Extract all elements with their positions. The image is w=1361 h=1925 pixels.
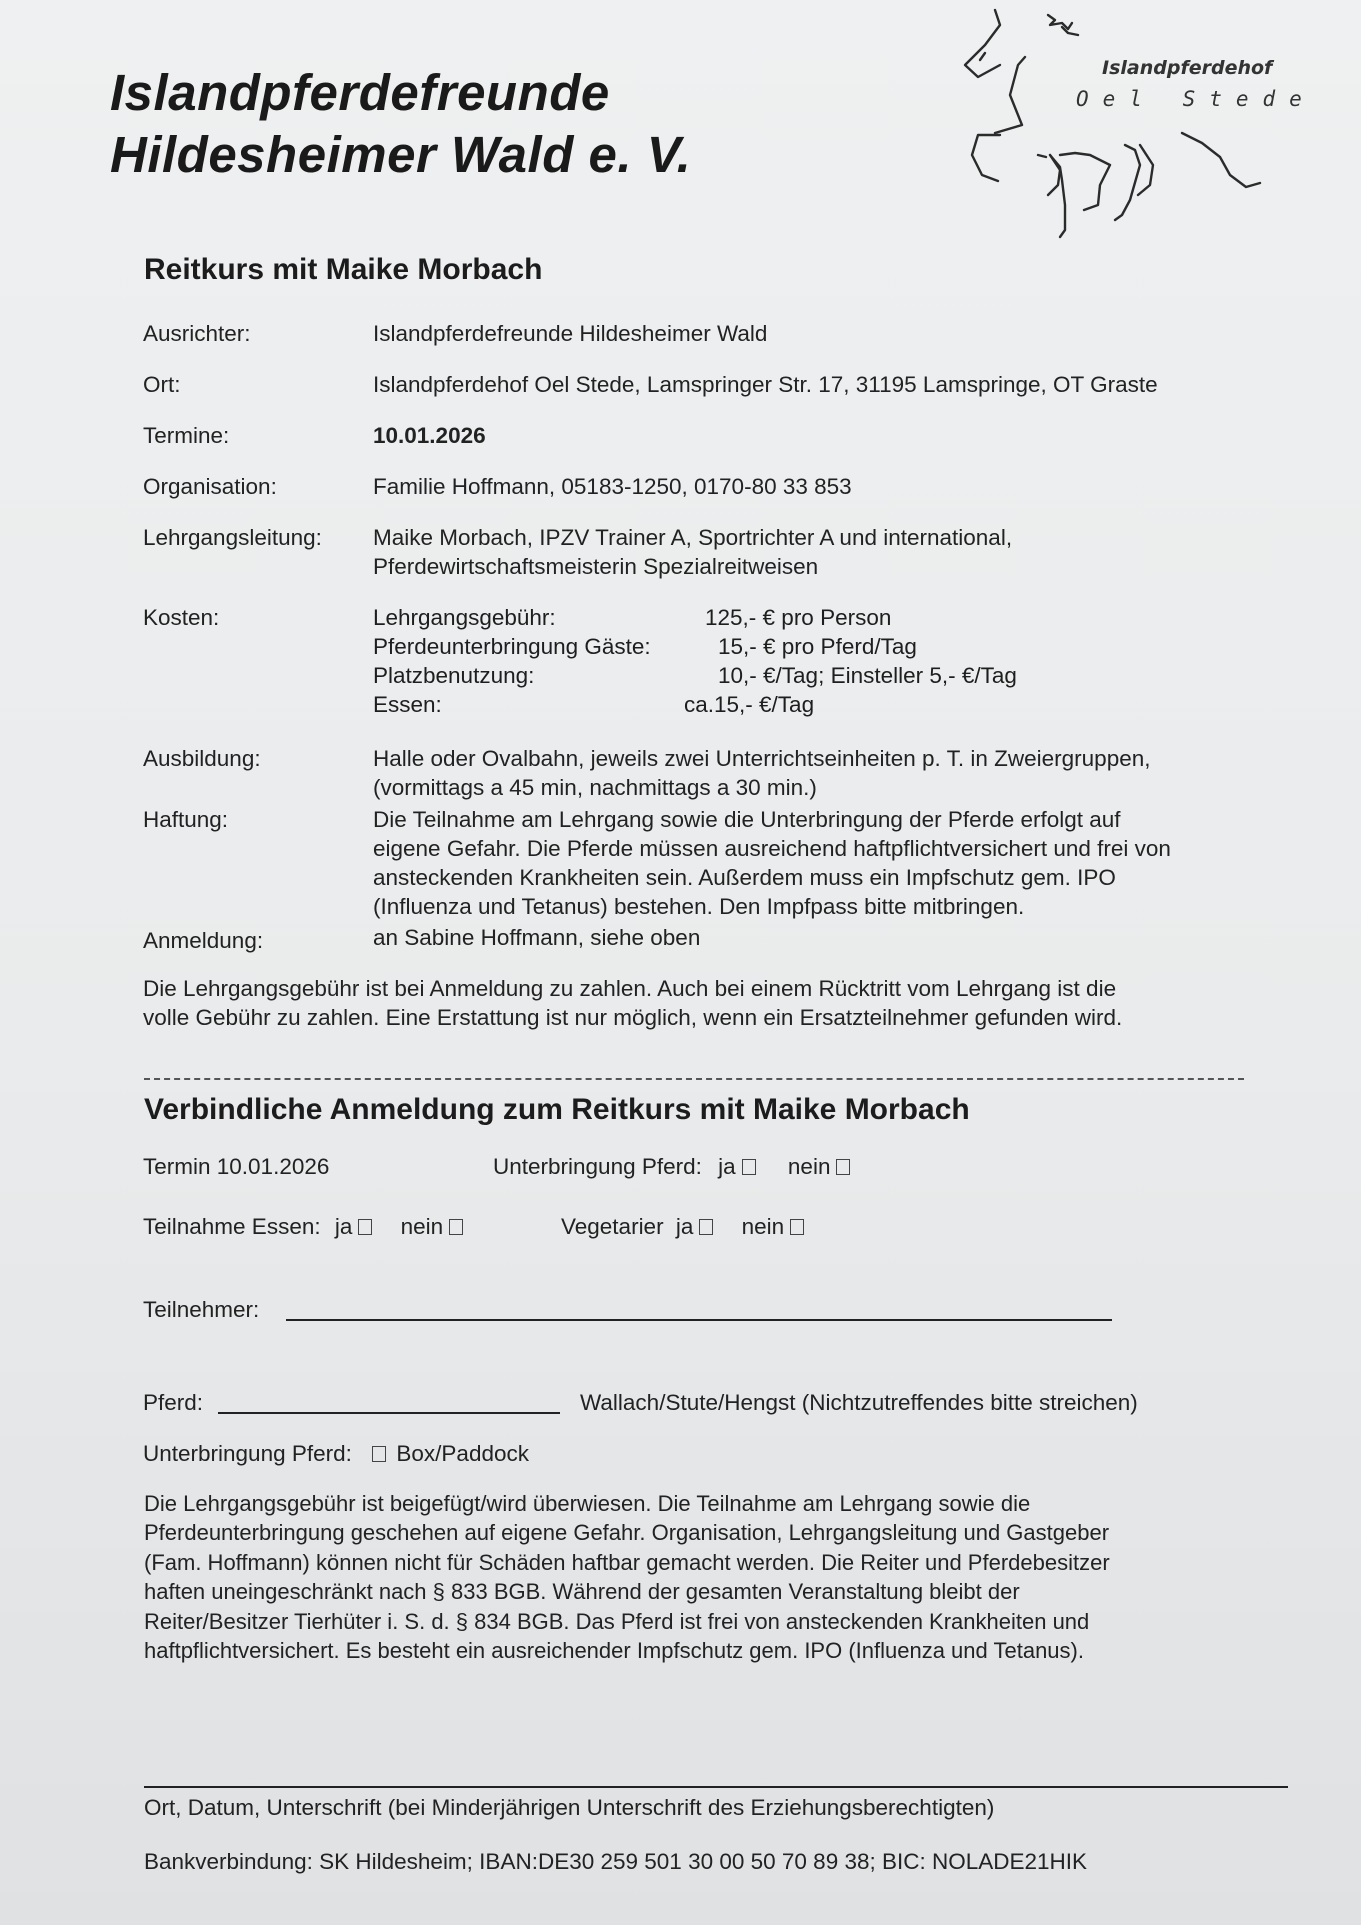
org-title-line2: Hildesheimer Wald e. V. xyxy=(110,126,692,183)
teilnehmer-label: Teilnehmer: xyxy=(143,1297,260,1322)
logo-text-hof: Islandpferdehof xyxy=(1102,57,1273,79)
unterbringung-ja-checkbox[interactable] xyxy=(742,1159,756,1175)
value-organisation: Familie Hoffmann, 05183-1250, 0170-80 33 853 xyxy=(373,474,852,499)
value-haftung-line1: Die Teilnahme am Lehrgang sowie die Unterbringung der Pferde erfolgt auf xyxy=(373,807,1121,832)
organization-title xyxy=(110,62,691,186)
unterbringung-label: Unterbringung Pferd: xyxy=(493,1154,702,1179)
payment-note-line2: volle Gebühr zu zahlen. Eine Erstattung ist nur möglich, wenn ein Ersatzteilnehmer gefunden wird. xyxy=(143,1005,1123,1030)
disclaimer-line5: Reiter/Besitzer Tierhüter i. S. d. § 834 BGB. Das Pferd ist frei von ansteckenden Krankheiten und xyxy=(144,1609,1090,1634)
box-unterbringung-label: Unterbringung Pferd: xyxy=(143,1441,352,1466)
form-title: Verbindliche Anmeldung zum Reitkurs mit Maike Morbach xyxy=(144,1093,970,1126)
cost-name-essen: Essen: xyxy=(373,692,442,717)
value-haftung-line3: ansteckenden Krankheiten sein. Außerdem muss ein Impfschutz gem. IPO xyxy=(373,865,1116,890)
cost-price-gebuehr: 125,- € pro Person xyxy=(705,605,892,630)
course-title: Reitkurs mit Maike Morbach xyxy=(144,253,543,286)
teilnehmer-input-line[interactable] xyxy=(286,1319,1112,1321)
label-anmeldung: Anmeldung: xyxy=(143,928,264,953)
essen-ja-checkbox[interactable] xyxy=(358,1219,372,1235)
unterbringung-ja-label: ja xyxy=(718,1154,736,1179)
cost-name-unterbringung: Pferdeunterbringung Gäste: xyxy=(373,634,651,659)
essen-ja-label: ja xyxy=(334,1214,353,1239)
pferd-label: Pferd: xyxy=(143,1390,204,1415)
logo-text-oel-stede: Oel Stede xyxy=(1076,87,1316,111)
disclaimer-line3: (Fam. Hoffmann) können nicht für Schäden haftbar gemacht werden. Die Reiter und Pferdebesitzer xyxy=(144,1550,1110,1575)
label-haftung: Haftung: xyxy=(143,807,229,832)
vegetarier-ja-label: ja xyxy=(675,1214,694,1239)
disclaimer-line2: Pferdeunterbringung geschehen auf eigene Gefahr. Organisation, Lehrgangsleitung und Gastgeber xyxy=(144,1520,1110,1545)
org-title-line1: Islandpferdefreunde xyxy=(110,64,610,121)
value-ausbildung-line2: (vormittags a 45 min, nachmittags a 30 min.) xyxy=(373,775,817,800)
vegetarier-question xyxy=(561,1212,808,1241)
value-ausbildung-line1: Halle oder Ovalbahn, jeweils zwei Unterrichtseinheiten p. T. in Zweiergruppen, xyxy=(373,746,1151,771)
cost-name-platz: Platzbenutzung: xyxy=(373,663,535,688)
form-termin: Termin 10.01.2026 xyxy=(143,1154,330,1179)
bank-details: Bankverbindung: SK Hildesheim; IBAN:DE30 259 501 30 00 50 70 89 38; BIC: NOLADE21HIK xyxy=(144,1849,1088,1874)
label-kosten: Kosten: xyxy=(143,605,220,630)
label-termine: Termine: xyxy=(143,423,230,448)
value-leitung-line2: Pferdewirtschaftsmeisterin Spezialreitweisen xyxy=(373,554,819,579)
signature-line[interactable] xyxy=(144,1786,1288,1788)
label-ort: Ort: xyxy=(143,372,181,397)
cost-price-essen: ca.15,- €/Tag xyxy=(684,692,815,717)
cost-name-gebuehr: Lehrgangsgebühr: xyxy=(373,605,556,630)
disclaimer-line6: haftpflichtversichert. Es besteht ein ausreichender Impfschutz gem. IPO (Influenza und Tetanus). xyxy=(144,1638,1084,1663)
label-ausrichter: Ausrichter: xyxy=(143,321,251,346)
unterbringung-nein-checkbox[interactable] xyxy=(836,1159,850,1175)
box-paddock-label: Box/Paddock xyxy=(396,1441,529,1466)
label-organisation: Organisation: xyxy=(143,474,277,499)
box-question xyxy=(143,1439,529,1468)
label-lehrgangsleitung: Lehrgangsleitung: xyxy=(143,525,322,550)
disclaimer-line4: haften uneingeschränkt nach § 833 BGB. Während der gesamten Veranstaltung bleibt der xyxy=(144,1579,1020,1604)
cost-price-platz: 10,- €/Tag; Einsteller 5,- €/Tag xyxy=(718,663,1017,688)
cut-line xyxy=(144,1078,1244,1080)
essen-label: Teilnahme Essen: xyxy=(143,1214,321,1239)
pferd-input-line[interactable] xyxy=(218,1412,560,1414)
essen-nein-label: nein xyxy=(400,1214,444,1239)
essen-question xyxy=(143,1212,467,1241)
value-termine: 10.01.2026 xyxy=(373,423,486,448)
logo xyxy=(950,5,1340,245)
value-haftung-line4: (Influenza und Tetanus) bestehen. Den Impfpass bitte mitbringen. xyxy=(373,894,1025,919)
value-leitung-line1: Maike Morbach, IPZV Trainer A, Sportrichter A und international, xyxy=(373,525,1013,550)
unterbringung-nein-label: nein xyxy=(787,1154,831,1179)
vegetarier-label: Vegetarier xyxy=(561,1214,664,1239)
value-ausrichter: Islandpferdefreunde Hildesheimer Wald xyxy=(373,321,768,346)
signature-caption: Ort, Datum, Unterschrift (bei Minderjährigen Unterschrift des Erziehungsberechtigten) xyxy=(144,1795,995,1820)
cost-price-unterbringung: 15,- € pro Pferd/Tag xyxy=(718,634,917,659)
unterbringung-question xyxy=(493,1152,854,1181)
value-anmeldung: an Sabine Hoffmann, siehe oben xyxy=(373,925,701,950)
label-ausbildung: Ausbildung: xyxy=(143,746,261,771)
vegetarier-ja-checkbox[interactable] xyxy=(699,1219,713,1235)
essen-nein-checkbox[interactable] xyxy=(449,1219,463,1235)
value-ort: Islandpferdehof Oel Stede, Lamspringer Str. 17, 31195 Lamspringe, OT Graste xyxy=(373,372,1158,397)
disclaimer-line1: Die Lehrgangsgebühr ist beigefügt/wird überwiesen. Die Teilnahme am Lehrgang sowie die xyxy=(144,1491,1031,1516)
geschlecht-hint: Wallach/Stute/Hengst (Nichtzutreffendes bitte streichen) xyxy=(580,1390,1138,1415)
box-paddock-checkbox[interactable] xyxy=(372,1446,386,1462)
vegetarier-nein-checkbox[interactable] xyxy=(790,1219,804,1235)
horse-sketch-icon xyxy=(950,5,1340,245)
vegetarier-nein-label: nein xyxy=(741,1214,785,1239)
payment-note-line1: Die Lehrgangsgebühr ist bei Anmeldung zu zahlen. Auch bei einem Rücktritt vom Lehrgang ist die xyxy=(143,976,1117,1001)
value-haftung-line2: eigene Gefahr. Die Pferde müssen ausreichend haftpflichtversichert und frei von xyxy=(373,836,1171,861)
